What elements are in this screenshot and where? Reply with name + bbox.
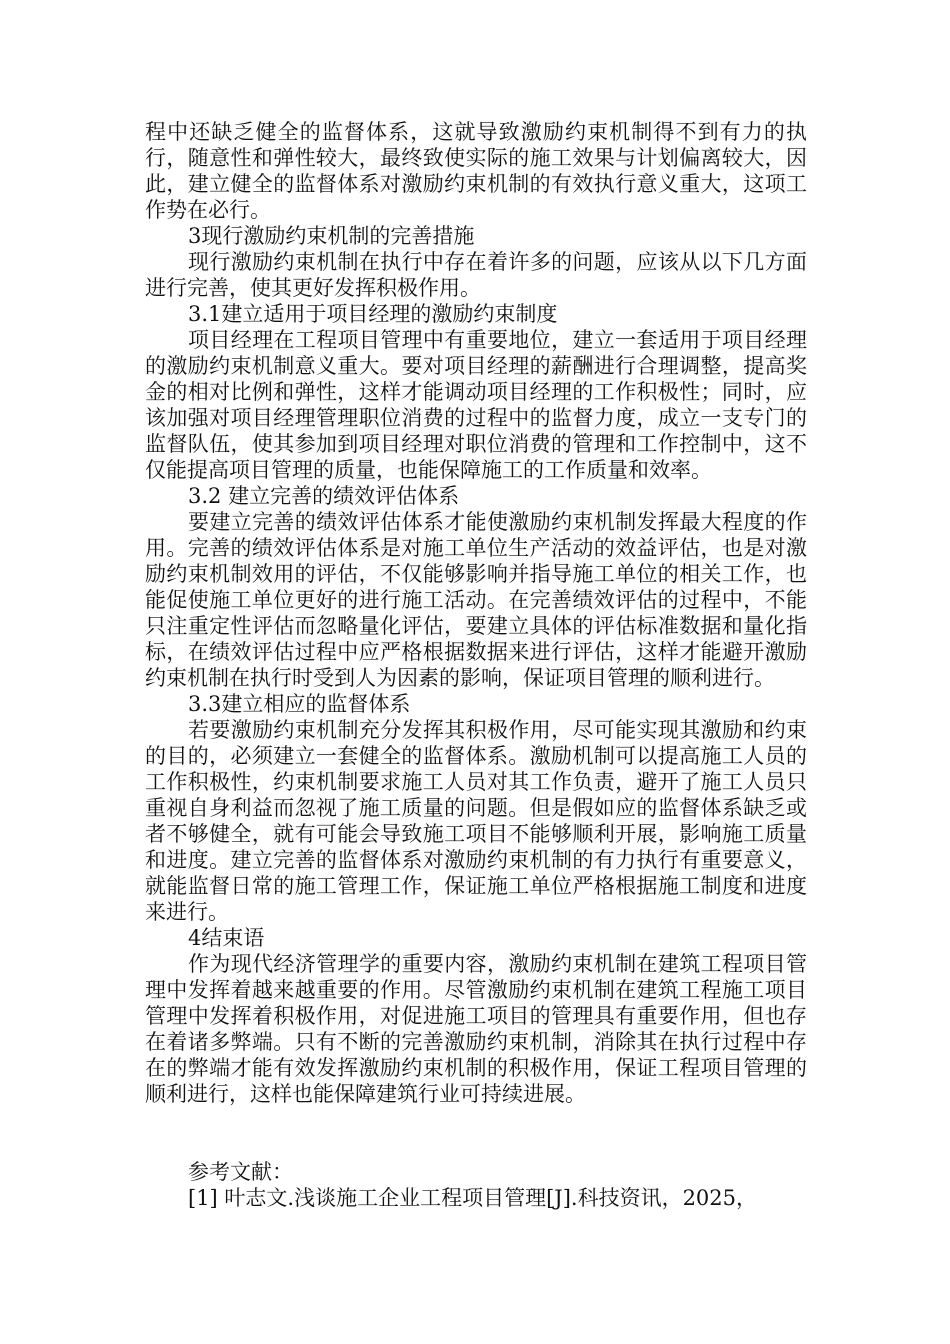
- section-3-heading: 3现行激励约束机制的完善措施: [188, 224, 475, 248]
- section-3-2-heading: 3.2 建立完善的绩效评估体系: [188, 484, 460, 508]
- section-3-3-heading: 3.3建立相应的监督体系: [188, 692, 411, 716]
- reference-item: [1] 叶志文.浅谈施工企业工程项目管理[J].科技资讯，2025，: [188, 1186, 758, 1210]
- section-spacer: [145, 1107, 807, 1159]
- section-4-heading: 4结束语: [188, 926, 265, 950]
- section-3-2-paragraph: 要建立完善的绩效评估体系才能使激励约束机制发挥最大程度的作用。完善的绩效评估体系是对施工单位生产活动的效益评估，也是对激励约束机制效用的评估，不仅能够影响并指导施工单位的相关工作，也能促使施工单位更好的进行施工活动。在完善绩效评估的过程中，不能只注重定性评估而忽略量化评估，要建立具体的评估标准数据和量化指标，在绩效评估过程中应严格根据数据来进行评估，这样才能避开激励约束机制在执行时受到人为因素的影响，保证项目管理的顺利进行。: [145, 510, 807, 690]
- section-3-3-paragraph: 若要激励约束机制充分发挥其积极作用，尽可能实现其激励和约束的目的，必须建立一套健全的监督体系。激励机制可以提高施工人员的工作积极性，约束机制要求施工人员对其工作负责，避开了施工人员只重视自身利益而忽视了施工质量的问题。但是假如应的监督体系缺乏或者不够健全，就有可能会导致施工项目不能够顺利开展，影响施工质量和进度。建立完善的监督体系对激励约束机制的有力执行有重要意义，就能监督日常的施工管理工作，保证施工单位严格根据施工制度和进度来进行。: [145, 718, 807, 924]
- intro-paragraph: 程中还缺乏健全的监督体系，这就导致激励约束机制得不到有力的执行，随意性和弹性较大，最终致使实际的施工效果与计划偏离较大，因此，建立健全的监督体系对激励约束机制的有效执行意义重大，这项工作势在必行。: [145, 120, 807, 222]
- section-4-paragraph: 作为现代经济管理学的重要内容，激励约束机制在建筑工程项目管理中发挥着越来越重要的作用。尽管激励约束机制在建筑工程施工项目管理中发挥着积极作用，对促进施工项目的管理具有重要作用，但也存在着诸多弊端。只有不断的完善激励约束机制，消除其在执行过程中存在的弊端才能有效发挥激励约束机制的积极作用，保证工程项目管理的顺利进行，这样也能保障建筑行业可持续进展。: [145, 952, 807, 1106]
- references-title: 参考文献：: [188, 1160, 293, 1184]
- section-3-1-paragraph: 项目经理在工程项目管理中有重要地位，建立一套适用于项目经理的激励约束机制意义重大。要对项目经理的薪酬进行合理调整，提高奖金的相对比例和弹性，这样才能调动项目经理的工作积极性；同时，应该加强对项目经理管理职位消费的过程中的监督力度，成立一支专门的监督队伍，使其参加到项目经理对职位消费的管理和工作控制中，这不仅能提高项目管理的质量，也能保障施工的工作质量和效率。: [145, 328, 807, 482]
- section-3-paragraph: 现行激励约束机制在执行中存在着许多的问题，应该从以下几方面进行完善，使其更好发挥积极作用。: [145, 250, 807, 300]
- section-3-1-heading: 3.1建立适用于项目经理的激励约束制度: [188, 302, 558, 326]
- document-body: [145, 119, 807, 1211]
